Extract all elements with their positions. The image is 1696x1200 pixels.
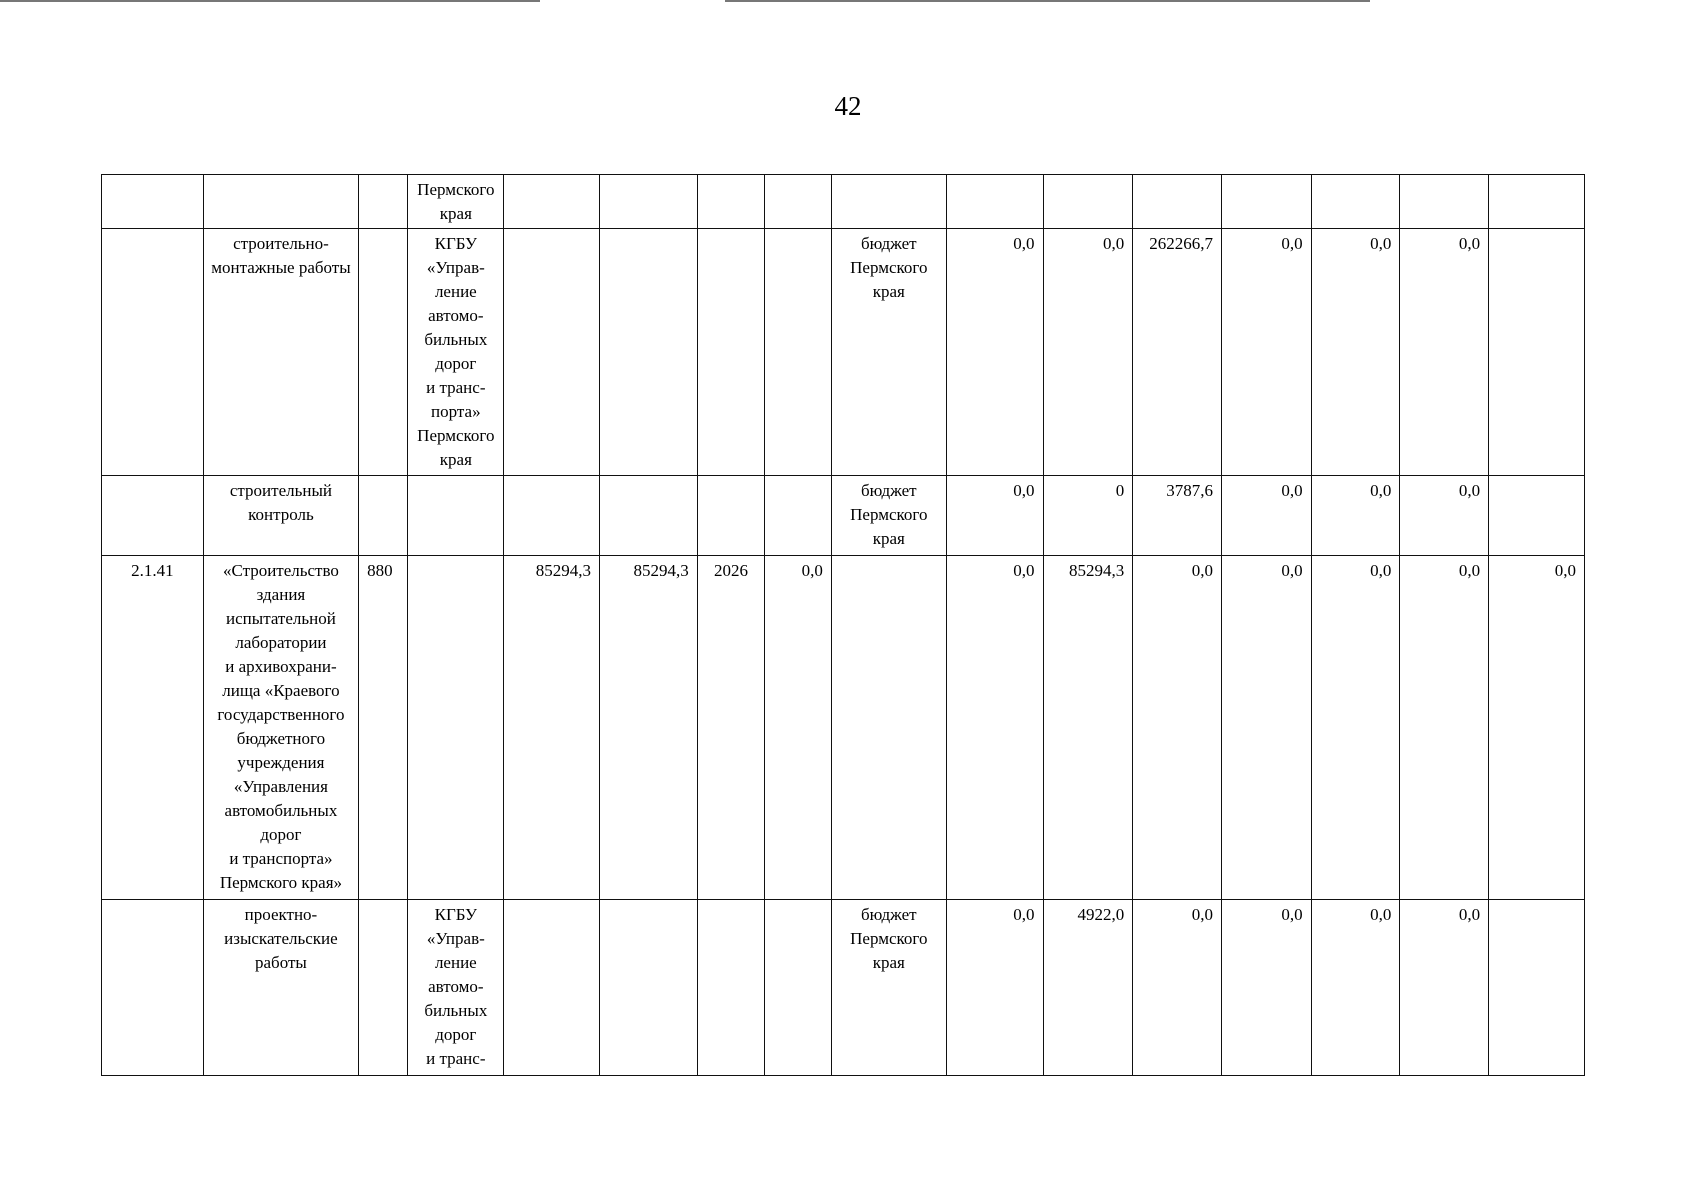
cell-amount-d-text: 0,0 <box>1281 561 1303 580</box>
table-row <box>102 229 1585 476</box>
cell-amount-c-text: 0,0 <box>1191 905 1213 924</box>
cell-amount-g <box>1489 229 1585 476</box>
cell-name-text: «Строительство здания испытательной лаборатории и архивохрани- лища «Краевого государственного бюджетного учреждения «Управления автомобильных дорог и транспорта» Пермского края» <box>217 561 345 892</box>
cell-amount-g <box>1489 900 1585 1076</box>
cell-amount-g <box>1489 476 1585 556</box>
cell-year <box>697 175 765 229</box>
cell-amount-c <box>1133 900 1222 1076</box>
cell-amount-d <box>1221 175 1311 229</box>
cell-amount-c-text: 3787,6 <box>1166 481 1213 500</box>
cell-number <box>102 229 204 476</box>
cell-funding-source <box>831 175 946 229</box>
cell-amount-c <box>1133 556 1222 900</box>
cell-name <box>203 476 358 556</box>
top-edge-line-left <box>0 0 540 2</box>
cell-amount-d-text: 0,0 <box>1281 234 1303 253</box>
cell-amount-d <box>1221 229 1311 476</box>
cell-amount-a <box>946 476 1043 556</box>
cell-amount-a-text: 0,0 <box>1013 905 1035 924</box>
cell-organization-text: КГБУ «Управ- ление автомо- бильных дорог и транс- порта» Пермского края <box>417 234 495 469</box>
cell-funding-source-text: бюджет Пермского края <box>850 481 928 548</box>
cell-value-1 <box>504 900 600 1076</box>
cell-amount-e-text: 0,0 <box>1370 234 1392 253</box>
cell-organization-text: КГБУ «Управ- ление автомо- бильных дорог и транс- <box>424 905 488 1068</box>
cell-amount-e <box>1311 229 1400 476</box>
cell-amount-e <box>1311 556 1400 900</box>
cell-amount-b <box>1043 556 1133 900</box>
cell-amount-f-text: 0,0 <box>1458 905 1481 924</box>
table-row <box>102 900 1585 1076</box>
cell-value-1-text: 85294,3 <box>535 561 591 580</box>
cell-amount-d-text: 0,0 <box>1281 481 1303 500</box>
cell-amount-a <box>946 175 1043 229</box>
cell-value-3 <box>765 175 832 229</box>
cell-value-3-text: 0,0 <box>801 561 823 580</box>
cell-amount-f-text: 0,0 <box>1458 561 1481 580</box>
cell-amount-f <box>1400 900 1489 1076</box>
cell-amount-g <box>1489 556 1585 900</box>
cell-year <box>697 900 765 1076</box>
cell-value-1 <box>504 175 600 229</box>
cell-year <box>697 556 765 900</box>
cell-funding-source <box>831 476 946 556</box>
cell-amount-e <box>1311 900 1400 1076</box>
budget-table <box>101 174 1585 1076</box>
cell-funding-source-text: бюджет Пермского края <box>850 905 928 972</box>
cell-number <box>102 175 204 229</box>
cell-amount-a-text: 0,0 <box>1013 234 1035 253</box>
cell-organization <box>408 900 504 1076</box>
cell-amount-e-text: 0,0 <box>1370 481 1392 500</box>
cell-amount-g-text: 0,0 <box>1554 561 1576 580</box>
cell-code <box>359 476 408 556</box>
cell-value-3 <box>765 476 832 556</box>
cell-amount-f-text: 0,0 <box>1458 234 1481 253</box>
cell-value-2 <box>599 229 697 476</box>
cell-value-2 <box>599 556 697 900</box>
cell-amount-e-text: 0,0 <box>1370 561 1392 580</box>
cell-value-2 <box>599 900 697 1076</box>
cell-number <box>102 556 204 900</box>
cell-value-3 <box>765 229 832 476</box>
cell-amount-c <box>1133 175 1222 229</box>
cell-organization-text: Пермского края <box>417 180 495 223</box>
cell-amount-c <box>1133 229 1222 476</box>
cell-amount-d <box>1221 556 1311 900</box>
cell-name <box>203 229 358 476</box>
cell-organization <box>408 175 504 229</box>
cell-amount-e <box>1311 175 1400 229</box>
cell-code <box>359 229 408 476</box>
cell-organization <box>408 556 504 900</box>
cell-value-2 <box>599 476 697 556</box>
cell-amount-b <box>1043 229 1133 476</box>
cell-amount-d-text: 0,0 <box>1281 905 1303 924</box>
cell-amount-c <box>1133 476 1222 556</box>
cell-amount-b <box>1043 476 1133 556</box>
cell-funding-source <box>831 229 946 476</box>
cell-amount-d <box>1221 476 1311 556</box>
cell-amount-f <box>1400 175 1489 229</box>
cell-funding-source-text: бюджет Пермского края <box>850 234 928 301</box>
cell-amount-a-text: 0,0 <box>1013 481 1035 500</box>
cell-amount-b-text: 4922,0 <box>1077 905 1125 924</box>
cell-amount-f <box>1400 476 1489 556</box>
cell-number-text: 2.1.41 <box>131 561 174 580</box>
cell-amount-d <box>1221 900 1311 1076</box>
cell-name <box>203 556 358 900</box>
cell-value-3 <box>765 556 832 900</box>
cell-name <box>203 900 358 1076</box>
cell-amount-f <box>1400 229 1489 476</box>
cell-code <box>359 175 408 229</box>
cell-amount-g <box>1489 175 1585 229</box>
cell-name-text: проектно- изыскательские работы <box>224 905 338 972</box>
cell-amount-a <box>946 229 1043 476</box>
cell-amount-b-text: 0,0 <box>1103 234 1125 253</box>
cell-amount-c-text: 0,0 <box>1191 561 1213 580</box>
cell-name-text: строительный контроль <box>229 481 332 524</box>
cell-year <box>697 229 765 476</box>
cell-funding-source <box>831 900 946 1076</box>
cell-amount-b-text: 85294,3 <box>1069 561 1125 580</box>
cell-code <box>359 900 408 1076</box>
cell-number <box>102 900 204 1076</box>
cell-value-2 <box>599 175 697 229</box>
cell-value-1 <box>504 556 600 900</box>
cell-amount-f <box>1400 556 1489 900</box>
cell-amount-a <box>946 900 1043 1076</box>
cell-organization <box>408 229 504 476</box>
cell-amount-b <box>1043 900 1133 1076</box>
cell-funding-source <box>831 556 946 900</box>
cell-amount-b-text: 0 <box>1115 481 1125 500</box>
page-number: 42 <box>834 91 862 121</box>
cell-code <box>359 556 408 900</box>
cell-name-text: строительно- монтажные работы <box>211 234 351 277</box>
cell-number <box>102 476 204 556</box>
cell-amount-f-text: 0,0 <box>1458 481 1481 500</box>
top-edge-line-right <box>725 0 1370 2</box>
cell-value-1 <box>504 229 600 476</box>
table-row <box>102 556 1585 900</box>
cell-year-text: 2026 <box>714 561 749 580</box>
cell-amount-a-text: 0,0 <box>1013 561 1035 580</box>
cell-name <box>203 175 358 229</box>
table-row <box>102 476 1585 556</box>
cell-value-3 <box>765 900 832 1076</box>
table-row <box>102 175 1585 229</box>
cell-value-1 <box>504 476 600 556</box>
cell-code-text: 880 <box>367 561 393 580</box>
cell-amount-a <box>946 556 1043 900</box>
cell-value-2-text: 85294,3 <box>633 561 689 580</box>
cell-amount-e-text: 0,0 <box>1370 905 1392 924</box>
cell-year <box>697 476 765 556</box>
cell-amount-b <box>1043 175 1133 229</box>
cell-amount-c-text: 262266,7 <box>1149 234 1213 253</box>
cell-organization <box>408 476 504 556</box>
cell-amount-e <box>1311 476 1400 556</box>
